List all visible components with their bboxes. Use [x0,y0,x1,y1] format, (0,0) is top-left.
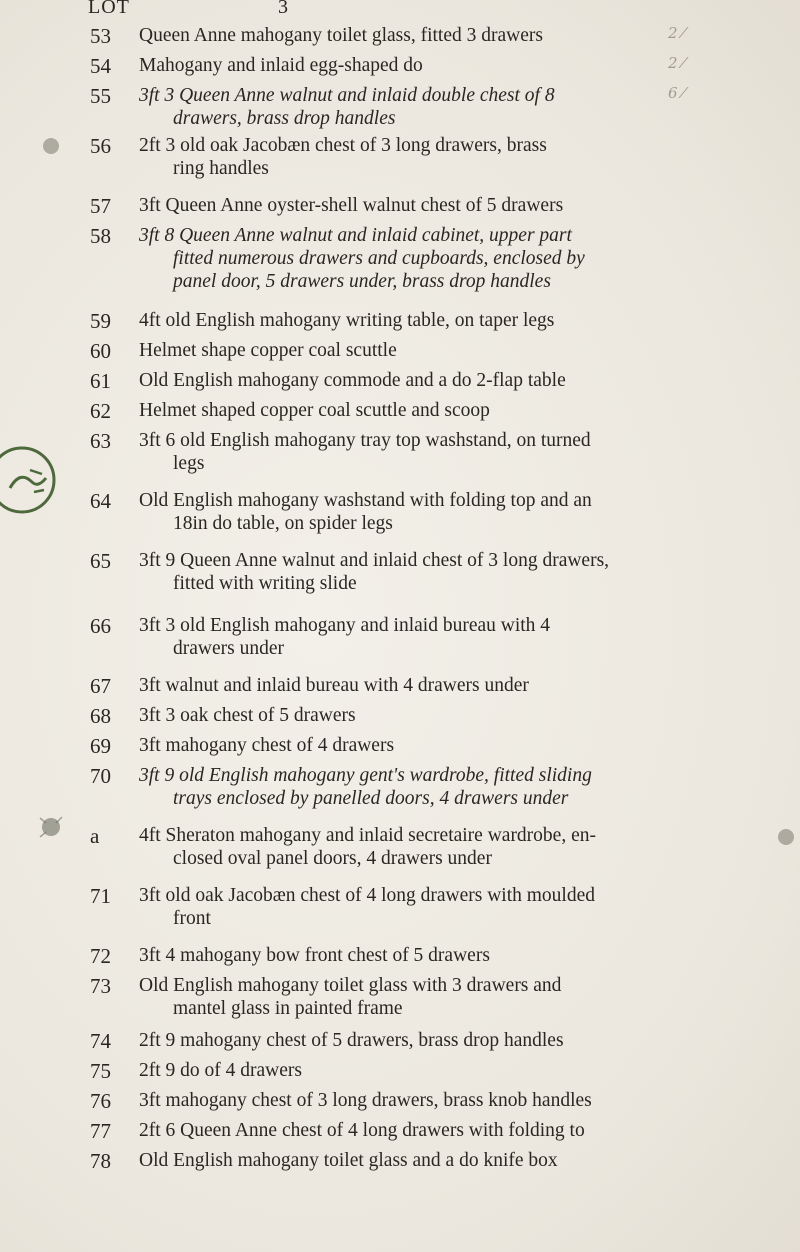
lot-number: 73 [90,974,111,998]
lot-description [139,194,659,217]
lot-description [139,369,659,392]
description-line: 3ft mahogany chest of 3 long drawers, brass knob handles [139,1090,592,1111]
description-line: Old English mahogany toilet glass with 3 drawers and [139,975,562,996]
description-line: 3ft Queen Anne oyster-shell walnut chest of 5 drawers [139,195,564,216]
handwritten-price: 6 ⁄ [668,84,685,102]
lot-number: 59 [90,309,111,333]
lot-description [139,614,659,660]
lot-description [139,399,659,422]
description-line: mantel glass in painted frame [173,998,403,1019]
description-line: 3ft 3 oak chest of 5 drawers [139,705,356,726]
punch-hole-mark-icon [40,135,62,157]
lot-description [139,24,659,47]
lot-description [139,134,659,180]
description-line: drawers under [173,638,284,659]
description-line: 3ft 9 Queen Anne walnut and inlaid chest of 3 long drawers, [139,550,610,571]
lot-description [139,84,659,130]
description-line: fitted with writing slide [173,573,357,594]
lot-number: 76 [90,1089,111,1113]
lot-description [139,54,659,77]
description-line: 4ft old English mahogany writing table, on taper legs [139,310,555,331]
lot-number: 58 [90,224,111,248]
lot-number: 61 [90,369,111,393]
description-line: 3ft 9 old English mahogany gent's wardrobe, fitted sliding [139,765,592,786]
lot-number: 54 [90,54,111,78]
description-line: front [173,908,211,929]
lot-number: 75 [90,1059,111,1083]
punch-hole-mark-icon [36,812,66,842]
lot-number: 57 [90,194,111,218]
lot-description [139,764,659,810]
description-line: 3ft 4 mahogany bow front chest of 5 drawers [139,945,490,966]
lot-description [139,339,659,362]
handwritten-price: 2 ⁄ [668,54,685,72]
description-line: Mahogany and inlaid egg-shaped do [139,55,423,76]
description-line: 3ft mahogany chest of 4 drawers [139,735,395,756]
page-header [0,0,800,22]
lot-description [139,1029,659,1052]
description-line: trays enclosed by panelled doors, 4 drawers under [173,788,569,809]
description-line: 18in do table, on spider legs [173,513,393,534]
lot-number: 53 [90,24,111,48]
lot-description [139,1119,659,1142]
punch-hole-mark-icon [770,822,798,852]
lot-description [139,824,659,870]
lot-number: 65 [90,549,111,573]
lot-number: 66 [90,614,111,638]
lot-number: 63 [90,429,111,453]
lot-description [139,1059,659,1082]
lot-number: 68 [90,704,111,728]
lot-number: a [90,824,100,848]
lot-description [139,1149,659,1172]
lot-description [139,1089,659,1112]
lot-number: 64 [90,489,111,513]
description-line: Helmet shape copper coal scuttle [139,340,397,361]
description-line: fitted numerous drawers and cupboards, enclosed by [173,248,585,269]
lot-description [139,549,659,595]
lot-description [139,309,659,332]
description-line: 3ft 6 old English mahogany tray top washstand, on turned [139,430,591,451]
lot-number: 72 [90,944,111,968]
lot-description [139,944,659,967]
description-line: 2ft 6 Queen Anne chest of 4 long drawers with folding to [139,1120,585,1141]
description-line: 3ft 8 Queen Anne walnut and inlaid cabinet, upper part [139,225,572,246]
lot-column-heading: LOT [88,0,130,18]
description-line: Helmet shaped copper coal scuttle and scoop [139,400,490,421]
lot-number: 78 [90,1149,111,1173]
lot-description [139,734,659,757]
description-line: 3ft 3 Queen Anne walnut and inlaid double chest of 8 [139,85,555,106]
description-line: Old English mahogany toilet glass and a do knife box [139,1150,558,1171]
description-line: legs [173,453,205,474]
description-line: 3ft 3 old English mahogany and inlaid bureau with 4 [139,615,551,636]
lot-number: 69 [90,734,111,758]
lot-number: 70 [90,764,111,788]
lot-number: 62 [90,399,111,423]
lot-description [139,884,659,930]
lot-description [139,224,659,293]
lot-number: 60 [90,339,111,363]
lot-number: 74 [90,1029,111,1053]
description-line: Old English mahogany commode and a do 2-flap table [139,370,566,391]
lot-description [139,674,659,697]
lot-number: 77 [90,1119,111,1143]
description-line: 3ft walnut and inlaid bureau with 4 drawers under [139,675,529,696]
page-number: 3 [278,0,288,18]
description-line: 2ft 9 do of 4 drawers [139,1060,302,1081]
lot-description [139,429,659,475]
handwritten-price: 2 ⁄ [668,24,685,42]
lot-description [139,704,659,727]
description-line: 2ft 9 mahogany chest of 5 drawers, brass drop handles [139,1030,564,1051]
lot-description [139,974,659,1020]
lot-description [139,489,659,535]
description-line: Queen Anne mahogany toilet glass, fitted 3 drawers [139,25,543,46]
lot-number: 67 [90,674,111,698]
description-line: 3ft old oak Jacobæn chest of 4 long drawers with moulded [139,885,595,906]
description-line: drawers, brass drop handles [173,108,396,129]
lot-number: 55 [90,84,111,108]
description-line: panel door, 5 drawers under, brass drop handles [173,271,551,292]
library-stamp-icon [0,440,70,520]
lot-number: 71 [90,884,111,908]
description-line: Old English mahogany washstand with folding top and an [139,490,592,511]
description-line: 4ft Sheraton mahogany and inlaid secretaire wardrobe, en- [139,825,596,846]
description-line: ring handles [173,158,269,179]
lot-number: 56 [90,134,111,158]
description-line: 2ft 3 old oak Jacobæn chest of 3 long drawers, brass [139,135,547,156]
description-line: closed oval panel doors, 4 drawers under [173,848,492,869]
